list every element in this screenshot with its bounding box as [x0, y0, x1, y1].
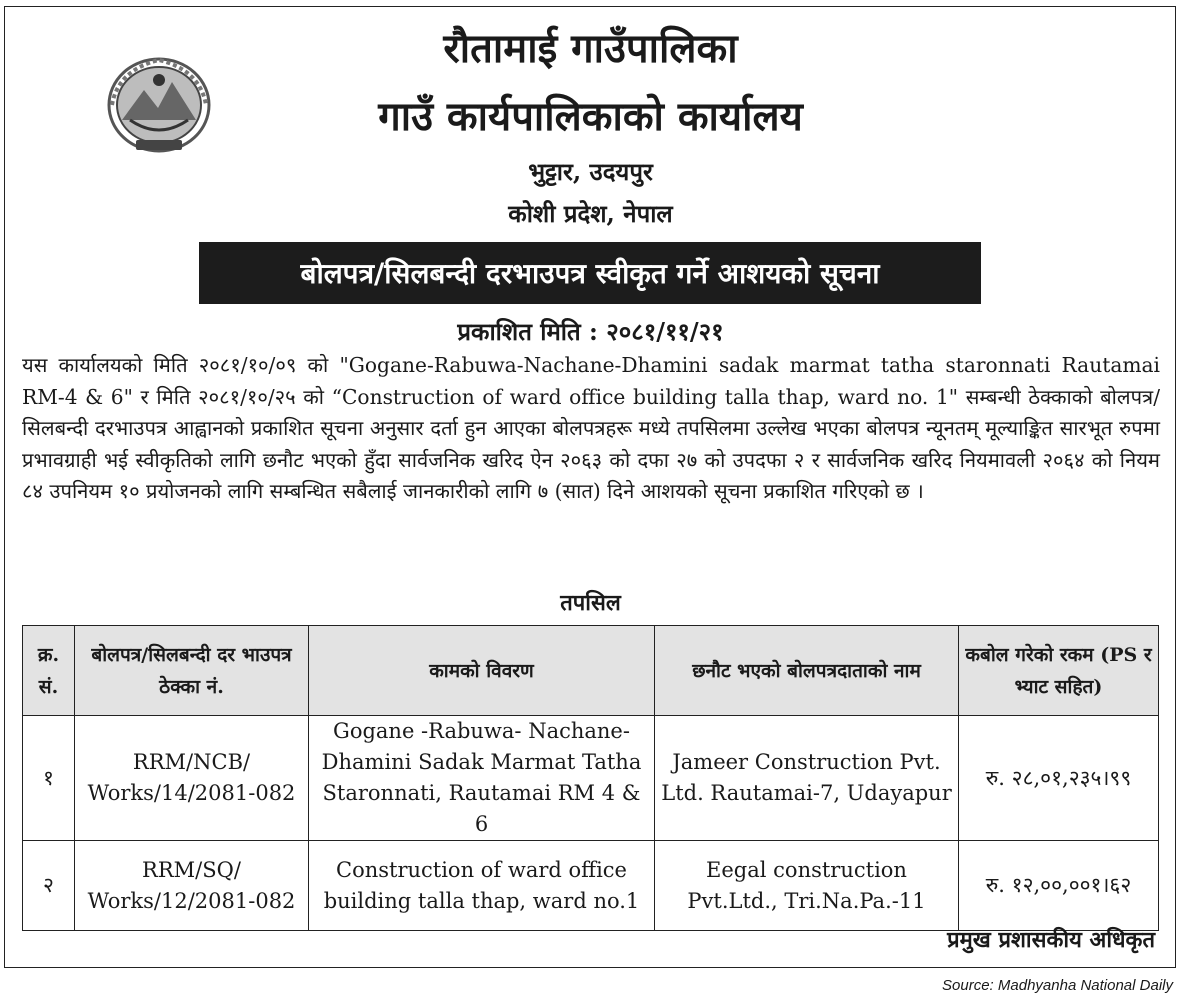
- notice-title-banner: बोलपत्र/सिलबन्दी दरभाउपत्र स्वीकृत गर्ने आशयको सूचना: [199, 242, 981, 304]
- table-header-row: [23, 626, 1159, 716]
- address-line-1: भुट्टार, उदयपुर: [528, 157, 653, 186]
- cell-amount: रु. २८,०१,२३५।९९: [959, 716, 1159, 841]
- source-credit: Source: Madhyanha National Daily: [942, 977, 1173, 994]
- header-bidder: छनौट भएको बोलपत्रदाताको नाम: [655, 626, 959, 716]
- cell-bidder: Eegal construction Pvt.Ltd., Tri.Na.Pa.-11: [655, 841, 959, 931]
- cell-sn: २: [23, 841, 75, 931]
- table-row: [23, 716, 1159, 841]
- cell-amount: रु. १२,००,००१।६२: [959, 841, 1159, 931]
- header-contract-no: बोलपत्र/सिलबन्दी दर भाउपत्र ठेक्का नं.: [75, 626, 309, 716]
- schedule-heading: तपसिल: [560, 590, 621, 616]
- signatory: प्रमुख प्रशासकीय अधिकृत: [947, 927, 1155, 953]
- header-description: कामको विवरण: [309, 626, 655, 716]
- office-title: गाउँ कार्यपालिकाको कार्यालय: [378, 93, 803, 140]
- published-date: प्रकाशित मिति : २०८१/११/२१: [457, 317, 724, 346]
- cell-contract-no: RRM/SQ/ Works/12/2081-082: [75, 841, 309, 931]
- cell-sn: १: [23, 716, 75, 841]
- header-sn: क्र. सं.: [23, 626, 75, 716]
- table-row: [23, 841, 1159, 931]
- cell-description: Gogane -Rabuwa- Nachane- Dhamini Sadak Marmat Tatha Staronnati, Rautamai RM 4 & 6: [309, 716, 655, 841]
- cell-contract-no: RRM/NCB/ Works/14/2081-082: [75, 716, 309, 841]
- header-amount: कबोल गरेको रकम (PS र भ्याट सहित): [959, 626, 1159, 716]
- address-line-2: कोशी प्रदेश, नेपाल: [508, 199, 673, 228]
- notice-body: यस कार्यालयको मिति २०८१/१०/०९ को "Gogane-Rabuwa-Nachane-Dhamini sadak marmat tatha staronnati Rautamai RM-4 & 6" र मिति २०८१/१०/२५ को “Construction of ward office building talla thap, ward no. 1" सम्बन्धी ठेक्काको बोलपत्र/सिलबन्दी दरभाउपत्र आह्वानको प्रकाशित सूचना अनुसार दर्ता हुन आएका बोलपत्रहरू मध्ये तपसिलमा उल्लेख भएका बोलपत्र न्यूनतम् मूल्याङ्कित सारभूत रुपमा प्रभावग्राही भई स्वीकृतिको लागि छनौट भएको हुँदा सार्वजनिक खरिद ऐन २०६३ को दफा २७ को उपदफा २ र सार्वजनिक खरिद नियमावली २०६४ को नियम ८४ उपनियम १० प्रयोजनको लागि सम्बन्धित सबैलाई जानकारीको लागि ७ (सात) दिने आशयको सूचना प्रकाशित गरिएको छ ।: [22, 353, 1160, 503]
- cell-description: Construction of ward office building talla thap, ward no.1: [309, 841, 655, 931]
- award-table: [22, 625, 1159, 931]
- cell-bidder: Jameer Construction Pvt. Ltd. Rautamai-7, Udayapur: [655, 716, 959, 841]
- municipality-title: रौतामाई गाउँपालिका: [443, 25, 738, 72]
